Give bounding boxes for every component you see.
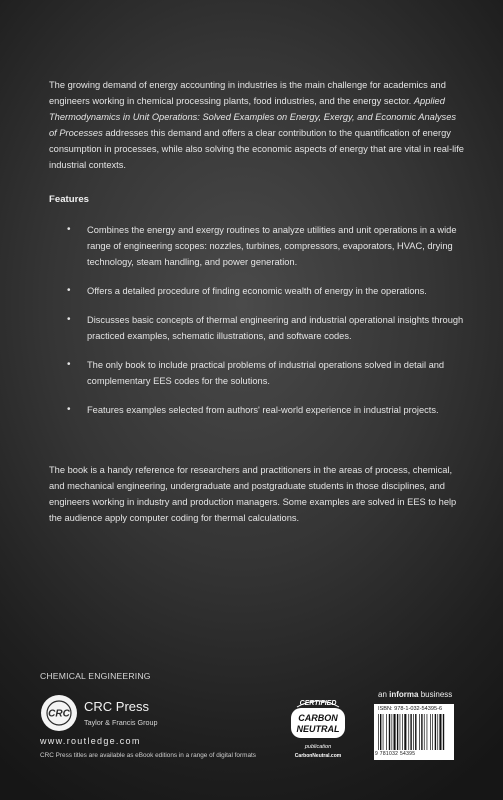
badge-neutral: NEUTRAL <box>296 724 340 734</box>
features-list <box>65 222 465 431</box>
barcode-bar <box>410 714 411 750</box>
feature-text: Features examples selected from authors' real-world experience in industrial projects. <box>87 405 439 415</box>
bullet-icon: • <box>67 359 71 370</box>
barcode-bar <box>400 714 401 750</box>
barcode-bar <box>386 714 387 750</box>
barcode-bar <box>383 714 384 750</box>
barcode-bar <box>427 714 428 750</box>
book-title: Applied Thermodynamics in Unit Operations: Solved Examples on Energy, Exergy, and Economic Analyses of Processes <box>49 96 457 138</box>
barcode-number <box>375 751 415 757</box>
barcode-bar <box>394 714 396 750</box>
barcode-bar <box>392 714 393 750</box>
barcode-bar <box>415 714 416 750</box>
badge-certified: CERTIFIED <box>299 700 337 707</box>
informa-tagline <box>378 690 452 699</box>
barcode-bar <box>424 714 425 750</box>
barcode-bar <box>389 714 390 750</box>
publisher-name: CRC Press <box>84 699 150 714</box>
feature-text: Offers a detailed procedure of finding economic wealth of energy in the operations. <box>87 286 427 296</box>
informa-brand: informa <box>389 690 419 699</box>
badge-publication: publication <box>304 744 332 750</box>
barcode-bar <box>432 714 433 750</box>
barcode-bar <box>397 714 398 750</box>
isbn-label: ISBN: 978-1-032-54395-6 <box>378 706 443 712</box>
badge-carbon: CARBON <box>298 713 338 723</box>
intro-paragraph <box>49 77 464 173</box>
barcode-bar <box>378 714 379 750</box>
barcode-bar <box>421 714 422 750</box>
badge-site: CarbonNeutral.com <box>294 753 342 759</box>
barcode-bar <box>435 714 436 750</box>
barcode-bar <box>380 714 381 750</box>
barcode-bar <box>408 714 409 750</box>
feature-text: Discusses basic concepts of thermal engineering and industrial operational insights through practiced examples, schematic illustrations, and software codes. <box>87 315 464 341</box>
feature-item <box>65 402 465 418</box>
feature-item <box>65 357 465 389</box>
barcode-bar <box>404 714 406 750</box>
intro-text-2: addresses this demand and offers a clear contribution to the quantification of energy consumption in processes, while also solving the economic aspects of energy that are vital in real-life industrial contexts. <box>49 128 464 170</box>
barcode-bar <box>413 714 414 750</box>
feature-item <box>65 222 465 270</box>
barcode-icon <box>376 714 452 751</box>
publisher-group: Taylor & Francis Group <box>84 718 158 727</box>
ebook-note: CRC Press titles are available as eBook editions in a range of digital formats <box>40 752 256 759</box>
closing-paragraph: The book is a handy reference for researchers and practitioners in the areas of process, chemical, and mechanical engineering, undergraduate and postgraduate students in those disciplines, and engineers working in industry and production managers. Some examples are solved in EES to help the audience apply computer coding for thermal calculations. <box>49 465 457 523</box>
barcode-bar <box>402 714 403 750</box>
carbon-neutral-badge-icon <box>287 693 349 763</box>
bullet-icon: • <box>67 285 71 296</box>
barcode-bar <box>430 714 431 750</box>
feature-text: Combines the energy and exergy routines to analyze utilities and unit operations in a wide range of engineering scopes: nozzles, turbines, compressors, evaporators, HVAC, drying technology, steam handling, and power generation. <box>87 225 457 267</box>
intro-text-1: The growing demand of energy accounting in industries is the main challenge for academics and engineers working in chemical processing plants, food industries, and the energy sector. <box>49 80 446 106</box>
barcode-bar <box>443 714 444 750</box>
bullet-icon: • <box>67 404 71 415</box>
barcode-bar <box>437 714 438 750</box>
bullet-icon: • <box>67 224 71 235</box>
publisher-website[interactable]: www.routledge.com <box>40 736 141 746</box>
barcode-digits: 9 781032 54395 <box>375 751 416 757</box>
crc-logo-icon <box>40 694 78 732</box>
barcode-bar <box>439 714 441 750</box>
bullet-icon: • <box>67 314 71 325</box>
features-heading: Features <box>49 194 89 205</box>
informa-prefix: an <box>378 690 390 699</box>
feature-item <box>65 283 465 299</box>
feature-item <box>65 312 465 344</box>
informa-suffix: business <box>418 690 453 699</box>
crc-logo-text: CRC <box>48 708 70 720</box>
subject-category: CHEMICAL ENGINEERING <box>40 671 151 681</box>
feature-text: The only book to include practical problems of industrial operations solved in detail and complementary EES codes for the solutions. <box>87 360 445 386</box>
barcode-bar <box>419 714 420 750</box>
